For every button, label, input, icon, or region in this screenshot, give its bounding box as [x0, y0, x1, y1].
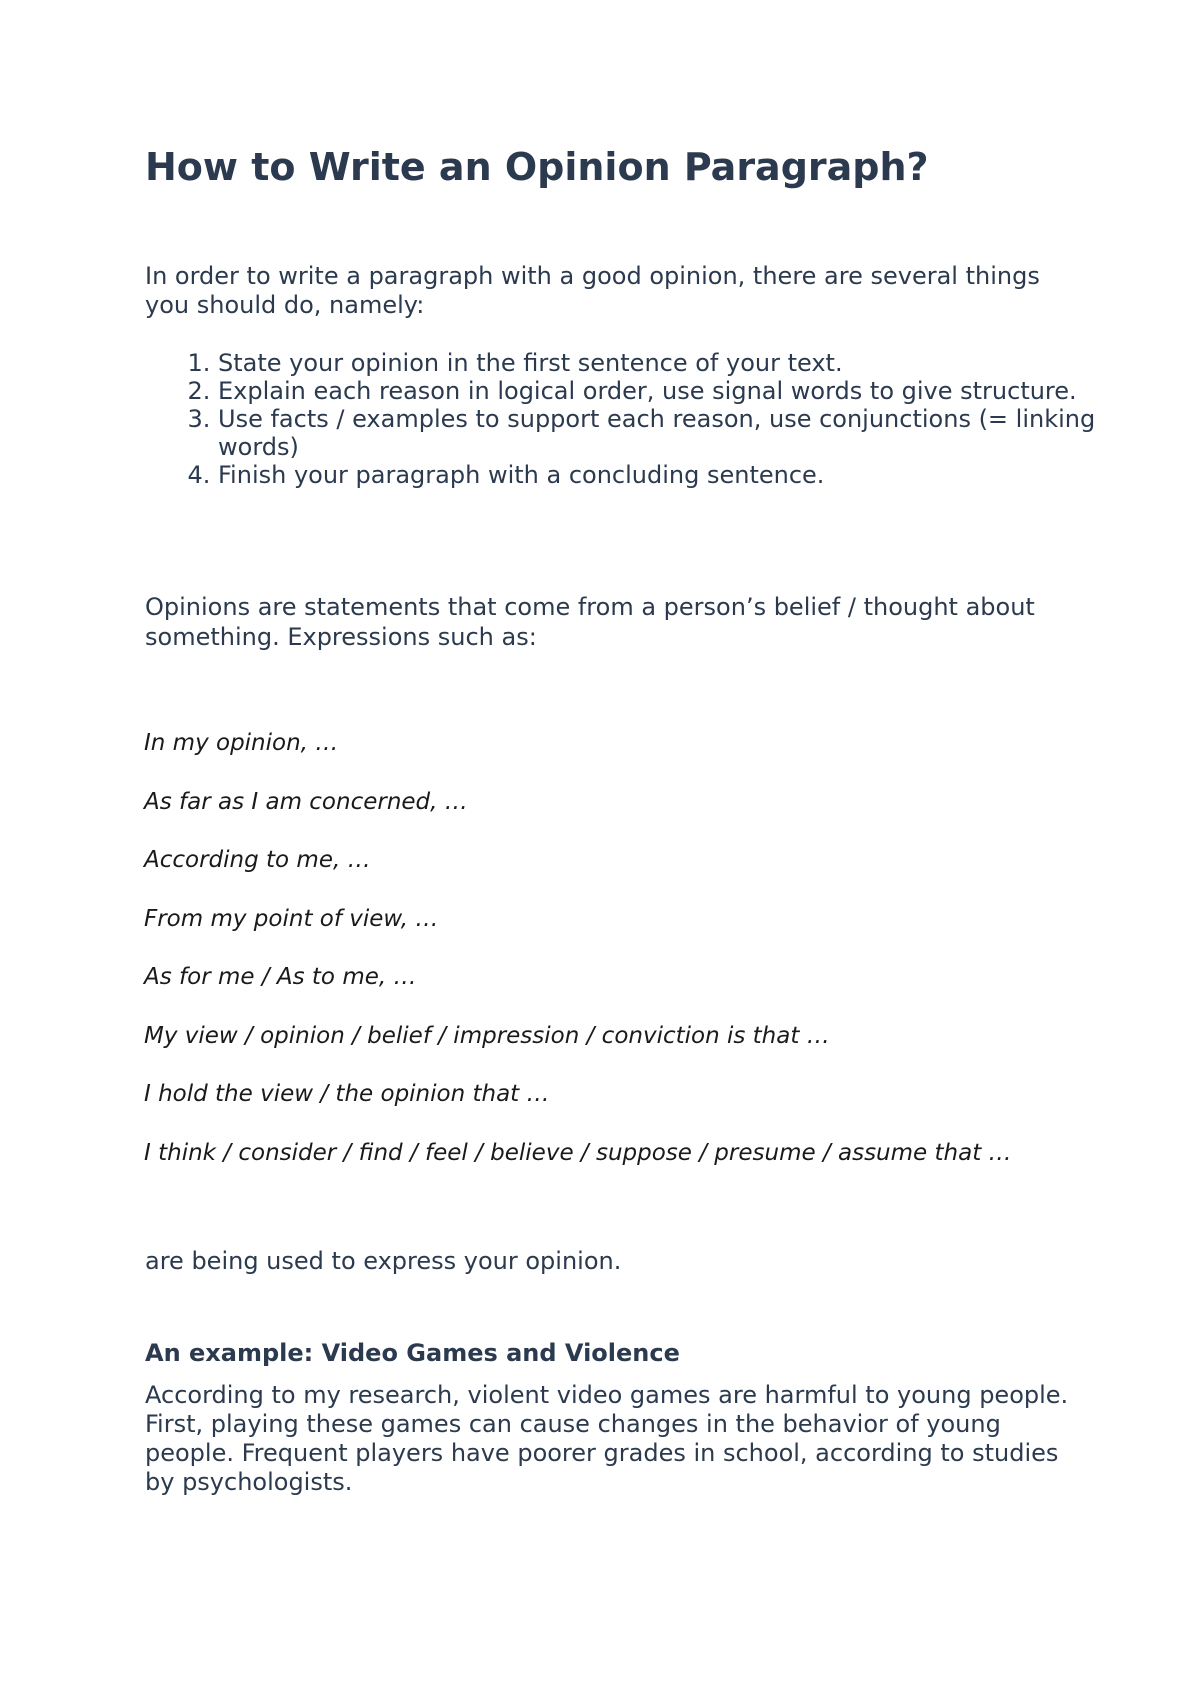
steps-list: [145, 349, 1098, 489]
step-item: 1. State your opinion in the first sentence of your text.: [218, 349, 1098, 377]
opinions-definition: Opinions are statements that come from a person’s belief / thought about something. Expressions such as:: [145, 593, 1035, 651]
expression-item: From my point of view, …: [144, 905, 439, 932]
intro-paragraph: In order to write a paragraph with a good opinion, there are several things you should do, namely:: [145, 262, 1040, 319]
expression-item: I hold the view / the opinion that …: [144, 1081, 550, 1107]
step-item: 3. Use facts / examples to support each reason, use conjunctions (= linking words): [218, 405, 1098, 461]
expression-item: As for me / As to me, …: [144, 964, 417, 990]
step-item: 2. Explain each reason in logical order, use signal words to give structure.: [218, 377, 1098, 405]
expression-item: As far as I am concerned, …: [144, 788, 468, 815]
expression-item: According to me, …: [144, 847, 371, 873]
expression-item: My view / opinion / belief / impression / conviction is that …: [144, 1022, 830, 1049]
expression-item: In my opinion, …: [144, 730, 339, 756]
example-body: According to my research, violent video games are harmful to young people. First, playing these games can cause changes in the behavior of young people. Frequent players have poorer grades in school, according to studies by psychologists.: [145, 1381, 1069, 1496]
used-text: are being used to express your opinion.: [145, 1247, 622, 1275]
step-item: 4. Finish your paragraph with a concluding sentence.: [218, 461, 1098, 489]
page-title: How to Write an Opinion Paragraph?: [145, 145, 929, 189]
expressions-list: [144, 727, 1124, 1195]
example-heading: An example: Video Games and Violence: [145, 1339, 680, 1367]
expression-item: I think / consider / find / feel / believe / suppose / presume / assume that …: [144, 1139, 1012, 1166]
